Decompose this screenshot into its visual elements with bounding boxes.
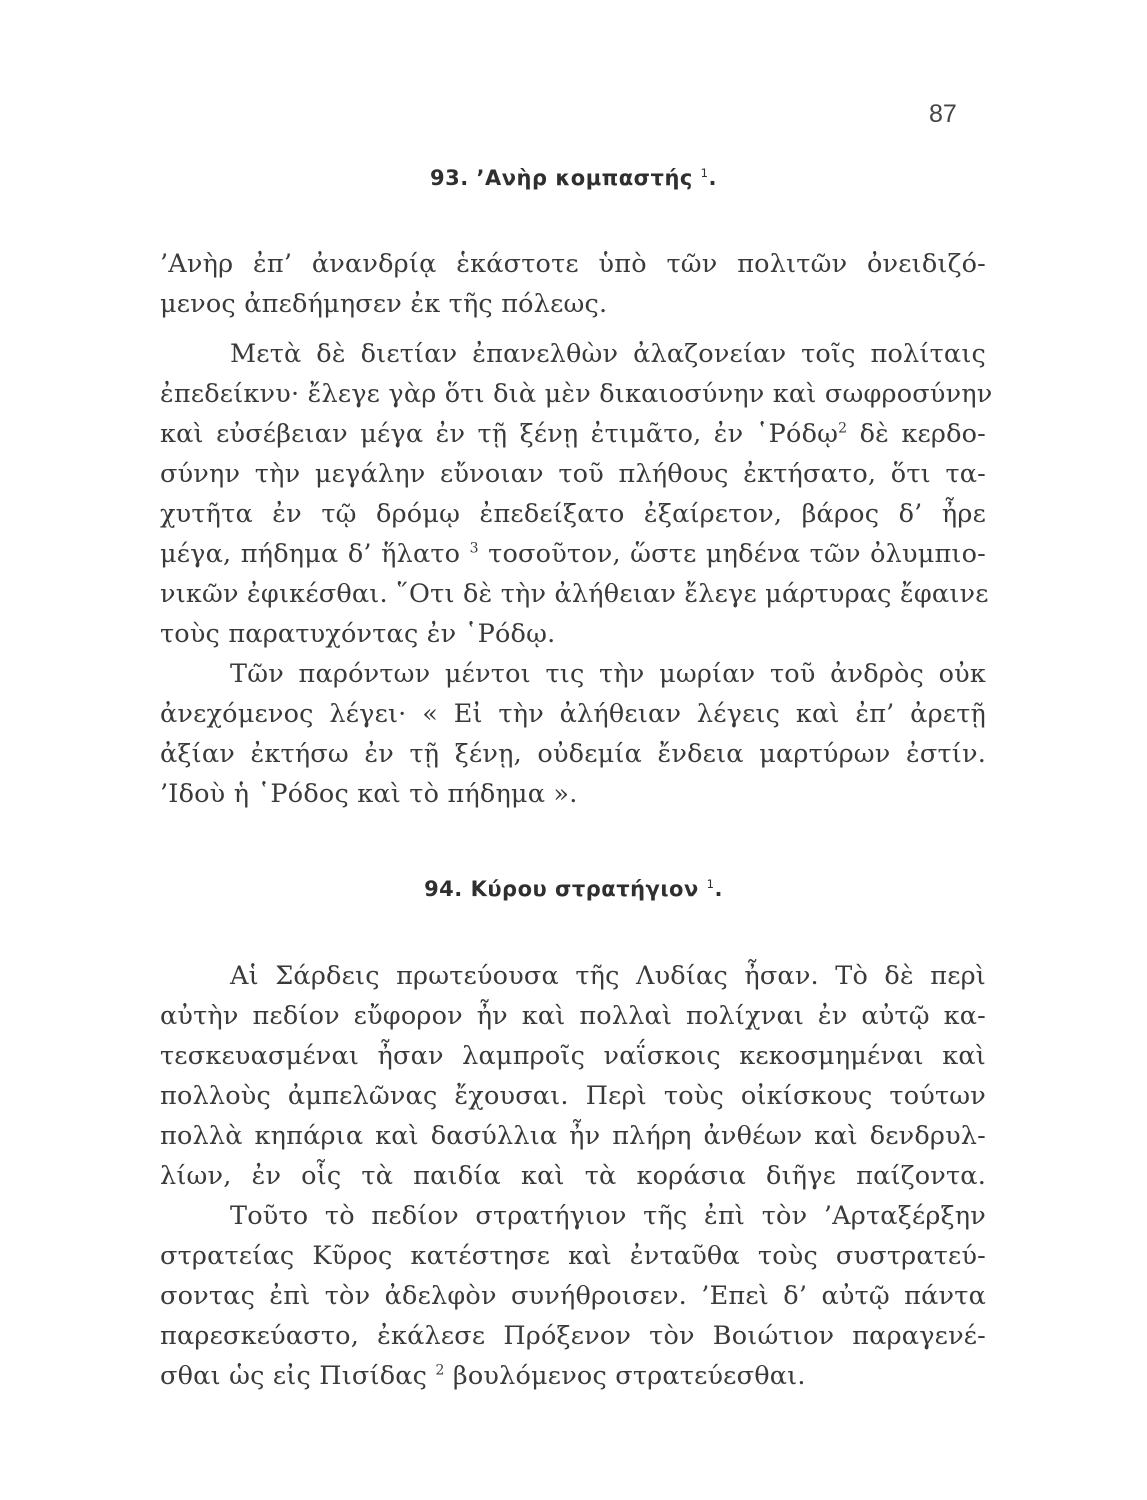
text-line: ἀξίαν ἐκτήσω ἐν τῇ ξένῃ, οὐδεμία ἔνδεια μαρτύρων ἐστίν. xyxy=(160,739,986,769)
section-title: ’Ανὴρ κομπαστής xyxy=(476,166,693,190)
text-line: πολλοὺς ἀμπελῶνας ἔχουσαι. Περὶ τοὺς οἰκίσκους τούτων xyxy=(160,1081,986,1111)
text-line: μενος ἀπεδήμησεν ἐκ τῆς πόλεως. xyxy=(160,289,608,319)
footnote-marker: 3 xyxy=(469,540,479,557)
text-line: Μετὰ δὲ διετίαν ἐπανελθὼν ἀλαζονείαν τοῖς πολίταις xyxy=(230,339,986,369)
text-line: παρεσκεύαστο, ἐκάλεσε Πρόξενον τὸν Βοιώτιον παραγενέ- xyxy=(160,1321,986,1351)
text-line: ’Ιδοὺ ἡ ῾Ρόδος καὶ τὸ πήδημα ». xyxy=(160,779,578,809)
page-number: 87 xyxy=(929,100,957,128)
section-title: Κύρου στρατήγιον xyxy=(470,877,699,901)
text-line: σθαι ὡς εἰς Πισίδας $^2$ βουλόμενος στρατεύεσθαι. xyxy=(160,1361,806,1391)
text-line: χυτῆτα ἐν τῷ δρόμῳ ἐπεδείξατο ἐξαίρετον, βάρος δ’ ἦρε xyxy=(160,499,986,529)
text-line: τοὺς παρατυχόντας ἐν ῾Ρόδῳ. xyxy=(160,619,556,649)
text-line: σύνην τὴν μεγάλην εὔνοιαν τοῦ πλήθους ἐκτήσατο, ὅτι τα- xyxy=(160,459,986,489)
footnote-marker: 2 xyxy=(435,1362,445,1379)
text-line: στρατείας Κῦρος κατέστησε καὶ ἐνταῦθα τοὺς συστρατεύ- xyxy=(160,1241,986,1271)
footnote-marker: 1 xyxy=(706,877,715,891)
text-line: σοντας ἐπὶ τὸν ἀδελφὸν συνήθροισεν. ’Επεὶ δ’ αὐτῷ πάντα xyxy=(160,1281,986,1311)
text-line: καὶ εὐσέβειαν μέγα ἐν τῇ ξένῃ ἐτιμᾶτο, ἐν ῾Ρόδῳ$^2$ δὲ κερδο- xyxy=(160,419,986,449)
text-line: Τῶν παρόντων μέντοι τις τὴν μωρίαν τοῦ ἀνδρὸς οὐκ xyxy=(230,659,986,689)
text-line: νικῶν ἐφικέσθαι. ῞Οτι δὲ τὴν ἀλήθειαν ἔλεγε μάρτυρας ἔφαινε xyxy=(160,579,989,609)
footnote-marker: 2 xyxy=(838,420,848,437)
text-line: λίων, ἐν οἷς τὰ παιδία καὶ τὰ κοράσια διῆγε παίζοντα. xyxy=(160,1161,986,1191)
text-line: τεσκευασμέναι ἦσαν λαμπροῖς ναΐσκοις κεκοσμημέναι καὶ xyxy=(160,1041,986,1071)
text-line: ἀνεχόμενος λέγει· « Εἰ τὴν ἀλήθειαν λέγεις καὶ ἐπ’ ἀρετῇ xyxy=(160,699,986,729)
section-heading-93: 93. ’Ανὴρ κομπαστής $^1$. xyxy=(430,166,717,190)
footnote-marker: 1 xyxy=(700,166,709,180)
section-heading-94: 94. Κύρου στρατήγιον $^1$. xyxy=(424,877,723,901)
text-line: Τοῦτο τὸ πεδίον στρατήγιον τῆς ἐπὶ τὸν ’Αρταξέρξην xyxy=(230,1201,986,1231)
section-number: 94. xyxy=(424,877,463,901)
text-line: μέγα, πήδημα δ’ ἥλατο $^3$ τοσοῦτον, ὥστε μηδένα τῶν ὀλυμπιο- xyxy=(160,539,986,569)
text-line: αὐτὴν πεδίον εὔφορον ἦν καὶ πολλαὶ πολίχναι ἐν αὐτῷ κα- xyxy=(160,1001,986,1031)
section-number: 93. xyxy=(430,166,469,190)
text-line: Αἱ Σάρδεις πρωτεύουσα τῆς Λυδίας ἦσαν. Τὸ δὲ περὶ xyxy=(230,961,986,991)
text-line: ἐπεδείκνυ· ἔλεγε γὰρ ὅτι διὰ μὲν δικαιοσύνην καὶ σωφροσύνην xyxy=(160,379,993,409)
text-line: πολλὰ κηπάρια καὶ δασύλλια ἦν πλήρη ἀνθέων καὶ δενδρυλ- xyxy=(160,1121,986,1151)
text-line: ’Ανὴρ ἐπ’ ἀνανδρίᾳ ἑκάστοτε ὑπὸ τῶν πολιτῶν ὀνειδιζό- xyxy=(160,249,986,279)
